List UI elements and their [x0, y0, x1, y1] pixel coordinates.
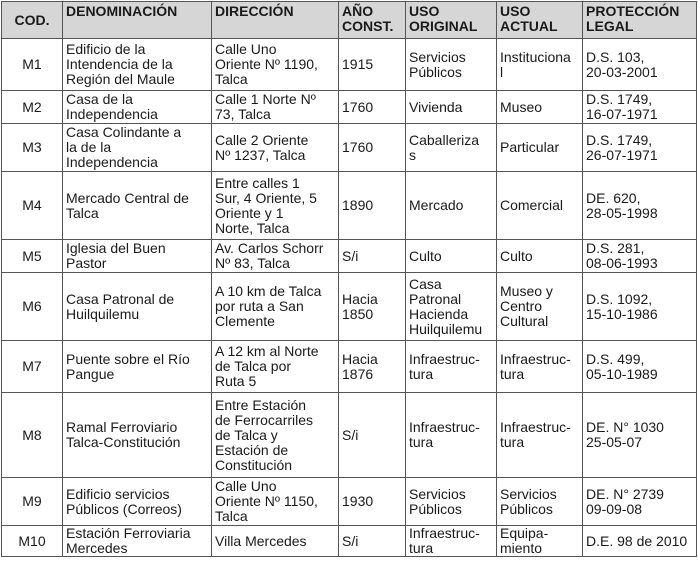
cell-cod — [2, 240, 63, 273]
cell-direccion — [212, 393, 339, 478]
cell-uso-original — [406, 91, 497, 124]
cell-uso-actual-text: Instituciona l — [500, 48, 571, 80]
cell-direccion — [212, 172, 339, 240]
table-row — [2, 172, 697, 240]
cell-uso-original — [406, 124, 497, 172]
cell-uso-actual — [497, 478, 583, 526]
cell-proteccion-legal-text: D.S. 281, 08-06-1993 — [586, 240, 658, 271]
cell-proteccion-legal-text: D.S. 1749, 26-07-1971 — [586, 131, 658, 163]
cell-uso-actual-text: Comercial — [500, 197, 564, 213]
cell-direccion-text: A 12 km al Norte de Talca por Ruta 5 — [215, 343, 319, 389]
cell-denominacion-text: Casa Patronal de Huilquilemu — [66, 290, 175, 322]
cell-uso-original — [406, 172, 497, 240]
cell-uso-original-text: Culto — [409, 247, 442, 264]
cell-denominacion — [63, 273, 212, 341]
cell-denominacion — [63, 341, 212, 393]
cell-uso-original-text: Vivienda — [409, 98, 463, 115]
cell-uso-actual-text: Museo — [500, 98, 543, 115]
cell-denominacion — [63, 393, 212, 478]
table-row — [2, 240, 697, 273]
table-row — [2, 124, 697, 172]
cell-ano-const — [339, 393, 406, 478]
cell-uso-original-text: Casa Patronal Hacienda Huilquilemu — [409, 275, 483, 337]
cell-cod — [2, 39, 63, 91]
cell-uso-actual-text: Infraestruc- tura — [500, 350, 571, 382]
cell-ano-const — [339, 39, 406, 91]
table-row — [2, 393, 697, 478]
table-row — [2, 478, 697, 526]
cell-ano-const — [339, 526, 406, 557]
cell-ano-const-text: S/i — [342, 426, 359, 443]
cell-ano-const-text: 1915 — [342, 56, 374, 72]
cell-ano-const-text: 1890 — [342, 197, 374, 213]
header-proteccion-legal: PROTECCIÓN LEGAL — [583, 2, 697, 39]
cell-cod — [2, 273, 63, 341]
cell-uso-original-text: Infraestruc- tura — [409, 350, 480, 382]
header-ano-const: AÑO CONST. — [339, 2, 406, 39]
cell-cod — [2, 478, 63, 526]
cell-direccion-text: A 10 km de Talca por ruta a San Clemente — [215, 283, 322, 329]
cell-uso-original — [406, 240, 497, 273]
cell-cod-text: M7 — [22, 358, 42, 374]
cell-direccion — [212, 526, 339, 557]
cell-uso-actual — [497, 341, 583, 393]
header-denominacion: DENOMINACIÓN — [63, 2, 212, 39]
cell-cod — [2, 393, 63, 478]
cell-uso-original — [406, 478, 497, 526]
cell-uso-original — [406, 526, 497, 557]
cell-cod-text: M2 — [22, 98, 42, 115]
cell-cod — [2, 172, 63, 240]
cell-proteccion-legal-text: DE. 620, 28-05-1998 — [586, 189, 658, 221]
cell-uso-actual — [497, 91, 583, 124]
table-row — [2, 39, 697, 91]
cell-proteccion-legal — [583, 393, 697, 478]
cell-uso-actual — [497, 172, 583, 240]
cell-uso-original-text: Servicios Públicos — [409, 48, 466, 80]
cell-uso-actual — [497, 39, 583, 91]
cell-denominacion-text: Edificio servicios Públicos (Correos) — [66, 485, 182, 517]
cell-uso-actual — [497, 273, 583, 341]
table-row — [2, 341, 697, 393]
cell-ano-const-text: Hacia 1876 — [342, 350, 378, 382]
cell-uso-original-text: Infraestruc- tura — [409, 525, 480, 556]
monuments-table — [1, 1, 697, 557]
cell-proteccion-legal — [583, 526, 697, 557]
cell-cod-text: M8 — [22, 426, 42, 443]
cell-denominacion — [63, 478, 212, 526]
cell-denominacion-text: Ramal Ferroviario Talca-Constitución — [66, 419, 181, 450]
cell-uso-original-text: Servicios Públicos — [409, 485, 466, 517]
cell-proteccion-legal — [583, 478, 697, 526]
cell-ano-const — [339, 240, 406, 273]
cell-cod-text: M4 — [22, 197, 42, 213]
cell-ano-const — [339, 273, 406, 341]
cell-direccion — [212, 124, 339, 172]
cell-cod-text: M9 — [22, 493, 42, 509]
cell-uso-original — [406, 273, 497, 341]
cell-ano-const-text: 1760 — [342, 139, 374, 155]
table-body — [2, 39, 697, 557]
cell-cod-text: M5 — [22, 247, 42, 264]
cell-uso-actual-text: Infraestruc- tura — [500, 419, 571, 450]
header-row — [2, 2, 697, 39]
cell-ano-const — [339, 91, 406, 124]
cell-cod — [2, 341, 63, 393]
cell-uso-actual-text: Culto — [500, 247, 533, 264]
cell-denominacion-text: Edificio de la Intendencia de la Región del Maule — [66, 41, 175, 87]
cell-denominacion-text: Puente sobre el Río Pangue — [66, 350, 190, 382]
cell-ano-const — [339, 341, 406, 393]
cell-cod — [2, 91, 63, 124]
cell-cod — [2, 526, 63, 557]
cell-proteccion-legal-text: D.S. 103, 20-03-2001 — [586, 48, 658, 80]
header-uso-actual: USO ACTUAL — [497, 2, 583, 39]
cell-proteccion-legal — [583, 341, 697, 393]
cell-uso-actual — [497, 393, 583, 478]
cell-proteccion-legal — [583, 124, 697, 172]
cell-cod-text: M6 — [22, 298, 42, 314]
cell-uso-actual-text: Servicios Públicos — [500, 485, 557, 517]
cell-uso-actual — [497, 240, 583, 273]
cell-direccion — [212, 91, 339, 124]
cell-cod-text: M1 — [22, 56, 42, 72]
cell-proteccion-legal-text: D.S. 499, 05-10-1989 — [586, 350, 658, 382]
cell-proteccion-legal-text: DE. N° 2739 09-09-08 — [586, 485, 664, 517]
cell-direccion-text: Calle 1 Norte Nº 73, Talca — [215, 91, 316, 122]
cell-direccion — [212, 240, 339, 273]
cell-ano-const — [339, 172, 406, 240]
cell-proteccion-legal — [583, 172, 697, 240]
cell-direccion-text: Av. Carlos Schorr Nº 83, Talca — [215, 240, 324, 271]
cell-uso-original-text: Caballeriza s — [409, 131, 480, 163]
cell-uso-actual — [497, 124, 583, 172]
cell-uso-actual-text: Museo y Centro Cultural — [500, 283, 553, 329]
cell-proteccion-legal-text: DE. N° 1030 25-05-07 — [586, 419, 664, 450]
cell-direccion-text: Entre calles 1 Sur, 4 Oriente, 5 Oriente y 1 Norte, Talca — [215, 174, 317, 236]
cell-proteccion-legal — [583, 39, 697, 91]
cell-uso-actual — [497, 526, 583, 557]
cell-denominacion-text: Casa de la Independencia — [66, 91, 158, 122]
cell-proteccion-legal — [583, 273, 697, 341]
cell-proteccion-legal — [583, 91, 697, 124]
cell-cod-text: M3 — [22, 139, 42, 155]
cell-proteccion-legal — [583, 240, 697, 273]
cell-denominacion — [63, 240, 212, 273]
cell-ano-const-text: 1930 — [342, 493, 374, 509]
table-row — [2, 273, 697, 341]
cell-uso-actual-text: Equipa- miento — [500, 525, 549, 556]
cell-ano-const — [339, 478, 406, 526]
cell-proteccion-legal-text: D.E. 98 de 2010 — [586, 532, 688, 549]
header-direccion: DIRECCIÓN — [212, 2, 339, 39]
cell-direccion-text: Calle 2 Oriente Nº 1237, Talca — [215, 131, 309, 163]
cell-denominacion-text: Mercado Central de Talca — [66, 189, 189, 221]
cell-proteccion-legal-text: D.S. 1749, 16-07-1971 — [586, 91, 658, 122]
cell-uso-original — [406, 393, 497, 478]
cell-direccion — [212, 273, 339, 341]
cell-proteccion-legal-text: D.S. 1092, 15-10-1986 — [586, 290, 658, 322]
cell-ano-const-text: S/i — [342, 247, 359, 264]
cell-denominacion-text: Casa Colindante a la de la Independencia — [66, 124, 182, 170]
cell-denominacion-text: Estación Ferroviaria Mercedes — [66, 525, 191, 556]
cell-direccion-text: Villa Mercedes — [215, 532, 307, 549]
header-uso-original: USO ORIGINAL — [406, 2, 497, 39]
table-row — [2, 526, 697, 557]
cell-ano-const-text: S/i — [342, 532, 359, 549]
cell-direccion-text: Entre Estación de Ferrocarriles de Talca y Estación de Constitución — [215, 396, 314, 473]
cell-direccion — [212, 39, 339, 91]
cell-direccion — [212, 478, 339, 526]
cell-uso-original — [406, 39, 497, 91]
cell-direccion-text: Calle Uno Oriente Nº 1150, Talca — [215, 478, 318, 524]
cell-denominacion — [63, 91, 212, 124]
cell-uso-original-text: Infraestruc- tura — [409, 419, 480, 450]
cell-uso-actual-text: Particular — [500, 139, 560, 155]
cell-ano-const-text: 1760 — [342, 98, 374, 115]
cell-cod — [2, 124, 63, 172]
cell-denominacion — [63, 172, 212, 240]
table-row — [2, 91, 697, 124]
cell-denominacion — [63, 39, 212, 91]
cell-ano-const — [339, 124, 406, 172]
cell-ano-const-text: Hacia 1850 — [342, 290, 378, 322]
cell-denominacion — [63, 124, 212, 172]
header-cod: COD. — [2, 2, 63, 39]
cell-uso-original-text: Mercado — [409, 197, 464, 213]
cell-denominacion — [63, 526, 212, 557]
cell-uso-original — [406, 341, 497, 393]
cell-cod-text: M10 — [18, 532, 46, 549]
cell-direccion-text: Calle Uno Oriente Nº 1190, Talca — [215, 41, 318, 87]
cell-direccion — [212, 341, 339, 393]
cell-denominacion-text: Iglesia del Buen Pastor — [66, 240, 166, 271]
